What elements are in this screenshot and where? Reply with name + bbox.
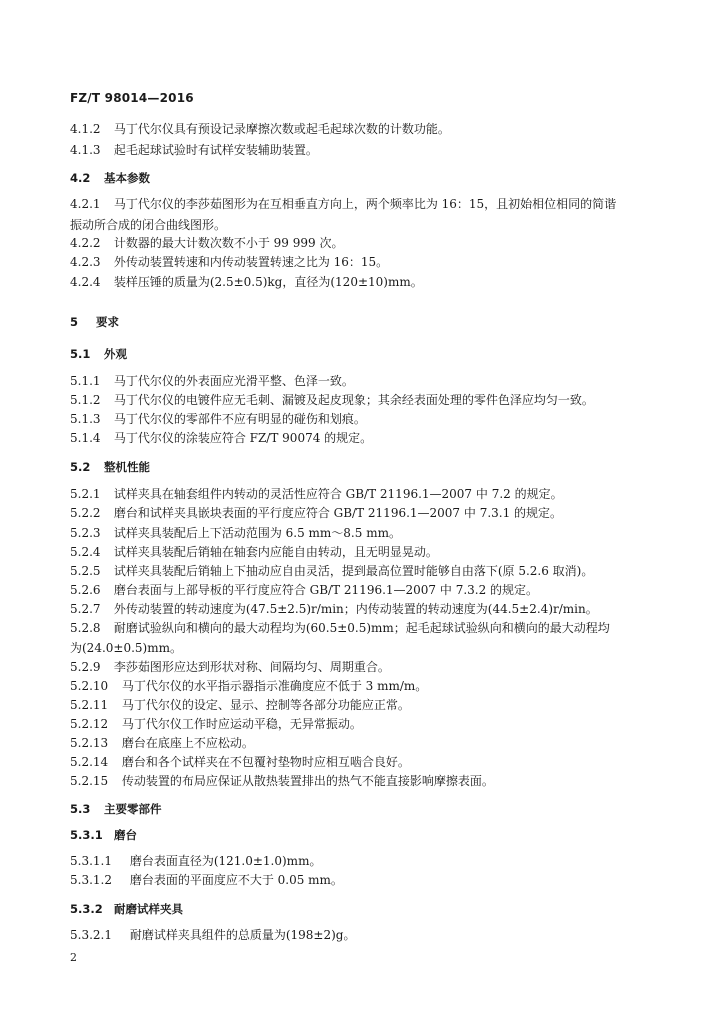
standard-code-header: FZ/T 98014—2016 bbox=[70, 91, 194, 105]
clause-text: 试样夹具装配后上下活动范围为 6.5 mm～8.5 mm。 bbox=[113, 526, 401, 540]
section-heading-4-2 bbox=[70, 170, 660, 186]
section-heading-5-3-1 bbox=[70, 827, 660, 843]
clause-number: 5.2.13 bbox=[70, 736, 109, 750]
clause-number: 5.3.2.1 bbox=[70, 928, 112, 942]
clause-5-2-12 bbox=[70, 716, 660, 732]
section-heading-5-3-2 bbox=[70, 901, 660, 917]
clause-text: 磨台表面与上部导板的平行度应符合 GB/T 21196.1—2007 中 7.3.2 的规定。 bbox=[113, 583, 539, 597]
heading-number: 4.2 bbox=[70, 171, 91, 185]
heading-text: 外观 bbox=[104, 347, 128, 361]
clause-5-2-4 bbox=[70, 544, 660, 560]
clause-5-3-1-1 bbox=[70, 853, 660, 869]
heading-number: 5.3.1 bbox=[70, 828, 103, 842]
clause-5-2-13 bbox=[70, 735, 660, 751]
clause-text: 耐磨试样夹具组件的总质量为(198±2)g。 bbox=[129, 928, 356, 942]
clause-number: 5.2.5 bbox=[70, 564, 101, 578]
clause-4-2-2 bbox=[70, 235, 660, 251]
clause-text: 耐磨试验纵向和横向的最大动程均为(60.5±0.5)mm；起毛起球试验纵向和横向的最大动程均 bbox=[113, 621, 610, 635]
clause-number: 5.2.2 bbox=[70, 506, 101, 520]
clause-number: 5.1.3 bbox=[70, 412, 101, 426]
heading-text: 整机性能 bbox=[104, 460, 151, 474]
clause-4-2-1 bbox=[70, 196, 660, 212]
clause-text: 计数器的最大计数次数不小于 99 999 次。 bbox=[113, 236, 344, 250]
clause-number: 4.2.3 bbox=[70, 255, 101, 269]
clause-text: 马丁代尔仪工作时应运动平稳，无异常振动。 bbox=[121, 717, 362, 731]
clause-5-2-15 bbox=[70, 773, 660, 789]
clause-text: 马丁代尔仪的水平指示器指示准确度应不低于 3 mm/m。 bbox=[121, 679, 428, 693]
clause-number: 5.2.6 bbox=[70, 583, 101, 597]
section-heading-5 bbox=[70, 314, 660, 330]
clause-5-2-14 bbox=[70, 754, 660, 770]
clause-number: 5.2.10 bbox=[70, 679, 109, 693]
clause-5-2-11 bbox=[70, 697, 660, 713]
clause-number: 4.1.3 bbox=[70, 143, 101, 157]
clause-text: 马丁代尔仪具有预设记录摩擦次数或起毛起球次数的计数功能。 bbox=[113, 122, 450, 136]
clause-number: 5.2.12 bbox=[70, 717, 109, 731]
heading-text: 耐磨试样夹具 bbox=[114, 902, 184, 916]
clause-number: 4.2.1 bbox=[70, 197, 101, 211]
clause-text: 磨台表面的平面度应不大于 0.05 mm。 bbox=[129, 873, 343, 887]
clause-4-2-3 bbox=[70, 254, 660, 270]
heading-text: 主要零部件 bbox=[104, 802, 162, 816]
clause-number: 5.1.1 bbox=[70, 374, 101, 388]
heading-text: 基本参数 bbox=[104, 171, 151, 185]
heading-number: 5.3.2 bbox=[70, 902, 103, 916]
clause-continuation: 振动所合成的闭合曲线图形。 bbox=[70, 218, 227, 232]
clause-number: 5.2.4 bbox=[70, 545, 101, 559]
clause-5-2-6 bbox=[70, 582, 660, 598]
clause-text: 试样夹具在轴套组件内转动的灵活性应符合 GB/T 21196.1—2007 中 7.2 的规定。 bbox=[113, 487, 563, 501]
clause-5-1-3 bbox=[70, 411, 660, 427]
clause-5-2-3 bbox=[70, 525, 660, 541]
clause-text: 装样压锤的质量为(2.5±0.5)kg，直径为(120±10)mm。 bbox=[113, 275, 423, 289]
clause-5-2-1 bbox=[70, 486, 660, 502]
heading-text: 要求 bbox=[96, 315, 120, 329]
clause-4-1-3 bbox=[70, 142, 660, 158]
clause-text: 马丁代尔仪的电镀件应无毛刺、漏镀及起皮现象；其余经表面处理的零件色泽应均匀一致。 bbox=[113, 393, 594, 407]
clause-text: 马丁代尔仪的外表面应光滑平整、色泽一致。 bbox=[113, 374, 354, 388]
clause-5-1-1 bbox=[70, 373, 660, 389]
clause-text: 马丁代尔仪的李莎茹图形为在互相垂直方向上，两个频率比为 16：15，且初始相位相同的简谐 bbox=[113, 197, 617, 211]
clause-number: 4.2.4 bbox=[70, 275, 101, 289]
heading-number: 5.1 bbox=[70, 347, 91, 361]
page-number: 2 bbox=[70, 951, 77, 964]
clause-number: 5.3.1.2 bbox=[70, 873, 112, 887]
section-heading-5-1 bbox=[70, 346, 660, 362]
clause-text: 磨台和试样夹具嵌块表面的平行度应符合 GB/T 21196.1—2007 中 7.3.1 的规定。 bbox=[113, 506, 563, 520]
clause-number: 5.2.15 bbox=[70, 774, 109, 788]
clause-number: 5.2.8 bbox=[70, 621, 101, 635]
clause-text: 磨台和各个试样夹在不包覆衬垫物时应相互啮合良好。 bbox=[121, 755, 410, 769]
clause-text: 马丁代尔仪的涂装应符合 FZ/T 90074 的规定。 bbox=[113, 431, 373, 445]
clause-text: 马丁代尔仪的设定、显示、控制等各部分功能应正常。 bbox=[121, 698, 410, 712]
clause-5-1-4 bbox=[70, 430, 660, 446]
clause-5-3-2-1 bbox=[70, 927, 660, 943]
section-heading-5-3 bbox=[70, 801, 660, 817]
heading-number: 5.3 bbox=[70, 802, 91, 816]
clause-5-3-1-2 bbox=[70, 872, 660, 888]
clause-number: 5.1.4 bbox=[70, 431, 101, 445]
clause-number: 5.1.2 bbox=[70, 393, 101, 407]
clause-4-2-4 bbox=[70, 274, 660, 290]
clause-5-2-8 bbox=[70, 620, 660, 636]
clause-continuation: 为(24.0±0.5)mm。 bbox=[70, 641, 182, 655]
clause-text: 试样夹具装配后销轴上下抽动应自由灵活，提到最高位置时能够自由落下(原 5.2.6 取消)。 bbox=[113, 564, 594, 578]
clause-number: 5.3.1.1 bbox=[70, 854, 112, 868]
clause-number: 5.2.3 bbox=[70, 526, 101, 540]
section-heading-5-2 bbox=[70, 459, 660, 475]
clause-text: 磨台在底座上不应松动。 bbox=[121, 736, 254, 750]
clause-number: 5.2.1 bbox=[70, 487, 101, 501]
clause-text: 马丁代尔仪的零部件不应有明显的碰伤和划痕。 bbox=[113, 412, 366, 426]
clause-text: 传动装置的布局应保证从散热装置排出的热气不能直接影响摩擦表面。 bbox=[121, 774, 494, 788]
clause-number: 5.2.7 bbox=[70, 602, 101, 616]
clause-text: 试样夹具装配后销轴在轴套内应能自由转动，且无明显晃动。 bbox=[113, 545, 438, 559]
heading-number: 5.2 bbox=[70, 460, 91, 474]
clause-5-2-7 bbox=[70, 601, 660, 617]
clause-text: 李莎茹图形应达到形状对称、间隔均匀、周期重合。 bbox=[113, 660, 390, 674]
clause-4-1-2 bbox=[70, 121, 660, 137]
clause-number: 4.1.2 bbox=[70, 122, 101, 136]
clause-5-2-2 bbox=[70, 505, 660, 521]
clause-5-2-9 bbox=[70, 659, 660, 675]
clause-5-1-2 bbox=[70, 392, 660, 408]
heading-number: 5 bbox=[70, 315, 79, 329]
clause-number: 5.2.11 bbox=[70, 698, 109, 712]
clause-text: 外传动装置转速和内传动装置转速之比为 16：15。 bbox=[113, 255, 389, 269]
clause-text: 起毛起球试验时有试样安装辅助装置。 bbox=[113, 143, 318, 157]
clause-5-2-10 bbox=[70, 678, 660, 694]
clause-number: 5.2.9 bbox=[70, 660, 101, 674]
heading-text: 磨台 bbox=[114, 828, 138, 842]
clause-text: 外传动装置的转动速度为(47.5±2.5)r/min；内传动装置的转动速度为(44.5±2.4)r/min。 bbox=[113, 602, 598, 616]
clause-5-2-5 bbox=[70, 563, 660, 579]
clause-number: 5.2.14 bbox=[70, 755, 109, 769]
clause-number: 4.2.2 bbox=[70, 236, 101, 250]
clause-text: 磨台表面直径为(121.0±1.0)mm。 bbox=[129, 854, 322, 868]
